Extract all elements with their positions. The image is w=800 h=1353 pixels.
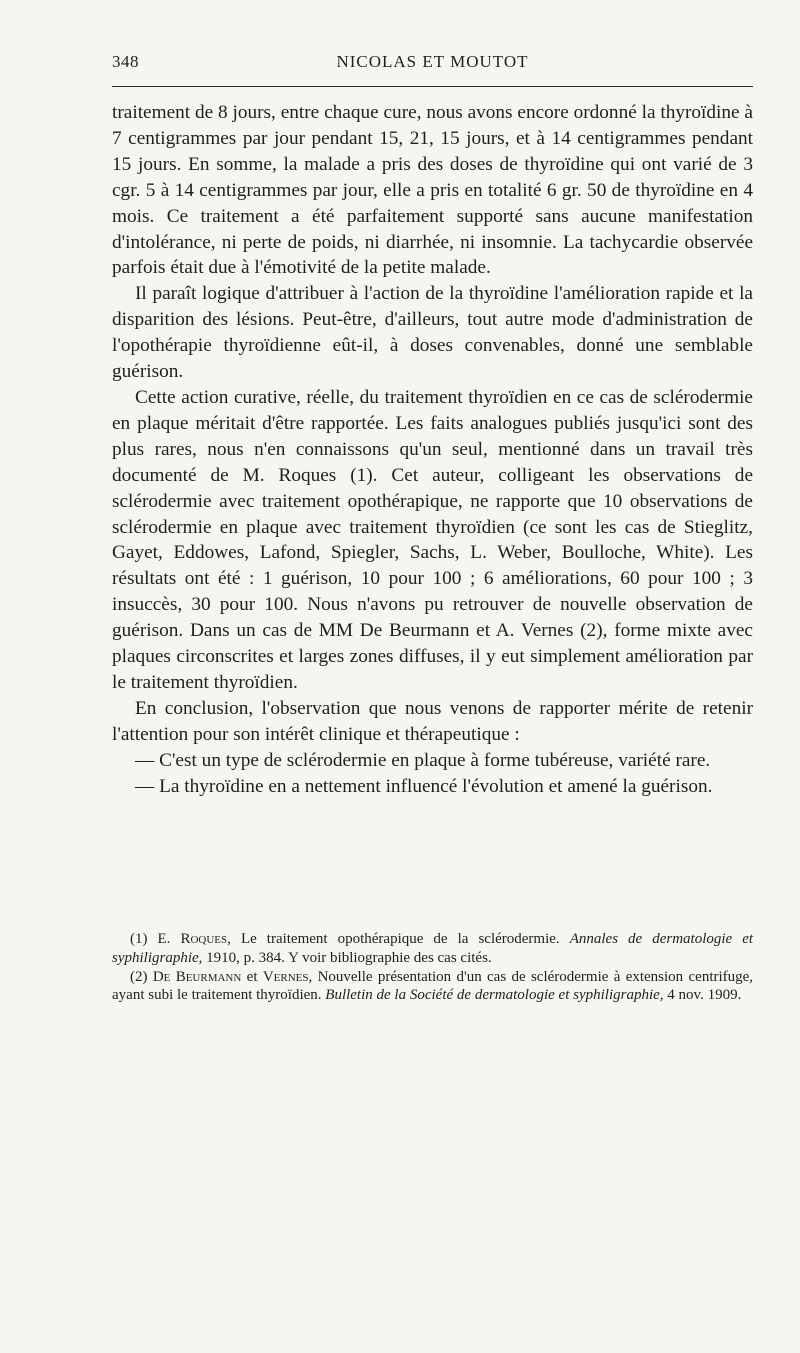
footnote-text: Le traitement opothérapique de la sclérodermie.	[240, 931, 560, 947]
paragraph: Cette action curative, réelle, du traitement thyroïdien en ce cas de sclérodermie en plaque méritait d'être rapportée. Les faits analogues publiés jusqu'ici sont des plus rares, nous n'en connaissons qu'un seul, mentionné dans un travail très documenté de M. Roques (1). Cet auteur, colligeant les observations de sclérodermie avec traitement opothérapique, ne rapporte que 10 observations de sclérodermie en plaque avec traitement thyroïdien (ce sont les cas de Stieglitz, Gayet, Eddowes, Lafond, Spiegler, Sachs, L. Weber, Boulloche, White). Les résultats ont été : 1 guérison, 10 pour 100 ; 6 améliorations, 60 pour 100 ; 3 insuccès, 30 pour 100. Nous n'avons pu retrouver de nouvelle observation de guérison. Dans un cas de MM De Beurmann et A. Vernes (2), forme mixte avec plaques circonscrites et larges zones diffuses, il y eut simplement amélioration par le traitement thyroïdien.	[112, 386, 753, 693]
paragraph: traitement de 8 jours, entre chaque cure, nous avons encore ordonné la thyroïdine à 7 centigrammes par jour pendant 15, 21, 15 jours, et à 14 centigrammes pendant 15 jours. En somme, la malade a pris des doses de thyroïdine qui ont varié de 3 cgr. 5 à 14 centigrammes par jour, elle a pris en totalité 6 gr. 50 de thyroïdine en 4 mois. Ce traitement a été parfaitement supporté sans aucune manifestation d'intolérance, ni perte de poids, ni diarrhée, ni insomnie. La tachycardie observée parfois était due à l'émotivité de la petite malade.	[112, 102, 753, 279]
footnote-author: Roques,	[180, 931, 231, 947]
running-header	[112, 52, 753, 78]
conclusion-item: — C'est un type de sclérodermie en plaque à forme tubéreuse, variété rare.	[135, 749, 711, 771]
footnote-author: Vernes,	[262, 968, 313, 985]
footnote-journal: Annales de dermatologie et syphiligraphie,	[112, 931, 754, 966]
footnote-author: De Beurmann	[152, 968, 242, 985]
footnote-details: 4 nov. 1909.	[667, 987, 742, 1004]
footnote-journal: Bulletin de la Société de dermatologie et syphiligraphie,	[325, 987, 664, 1004]
footnote-marker: (2)	[130, 968, 148, 985]
footnote-text: Nouvelle présentation d'un cas de sclérodermie à extension centrifuge, ayant subi le traitement thyroïdien.	[112, 968, 754, 1004]
conclusion-item: — La thyroïdine en a nettement influencé l'évolution et amené la guérison.	[135, 775, 713, 797]
footnotes	[112, 930, 753, 1005]
running-title: NICOLAS ET MOUTOT	[336, 52, 529, 71]
paragraph: Il paraît logique d'attribuer à l'action de la thyroïdine l'amélioration rapide et la disparition des lésions. Peut-être, d'ailleurs, tout autre mode d'administration de l'opothérapie thyroïdienne eût-il, à doses convenables, donné une semblable guérison.	[112, 283, 753, 383]
footnote-details: 1910, p. 384. Y voir bibliographie des cas cités.	[206, 949, 492, 966]
footnote-marker: (1) E.	[130, 931, 171, 947]
main-text	[112, 100, 753, 799]
header-rule	[112, 86, 753, 87]
paragraph: En conclusion, l'observation que nous venons de rapporter mérite de retenir l'attention pour son intérêt clinique et thérapeutique :	[112, 697, 753, 745]
footnote	[112, 930, 753, 968]
footnote	[112, 968, 753, 1006]
footnote-connector: et	[246, 968, 258, 985]
page-number: 348	[112, 52, 139, 71]
